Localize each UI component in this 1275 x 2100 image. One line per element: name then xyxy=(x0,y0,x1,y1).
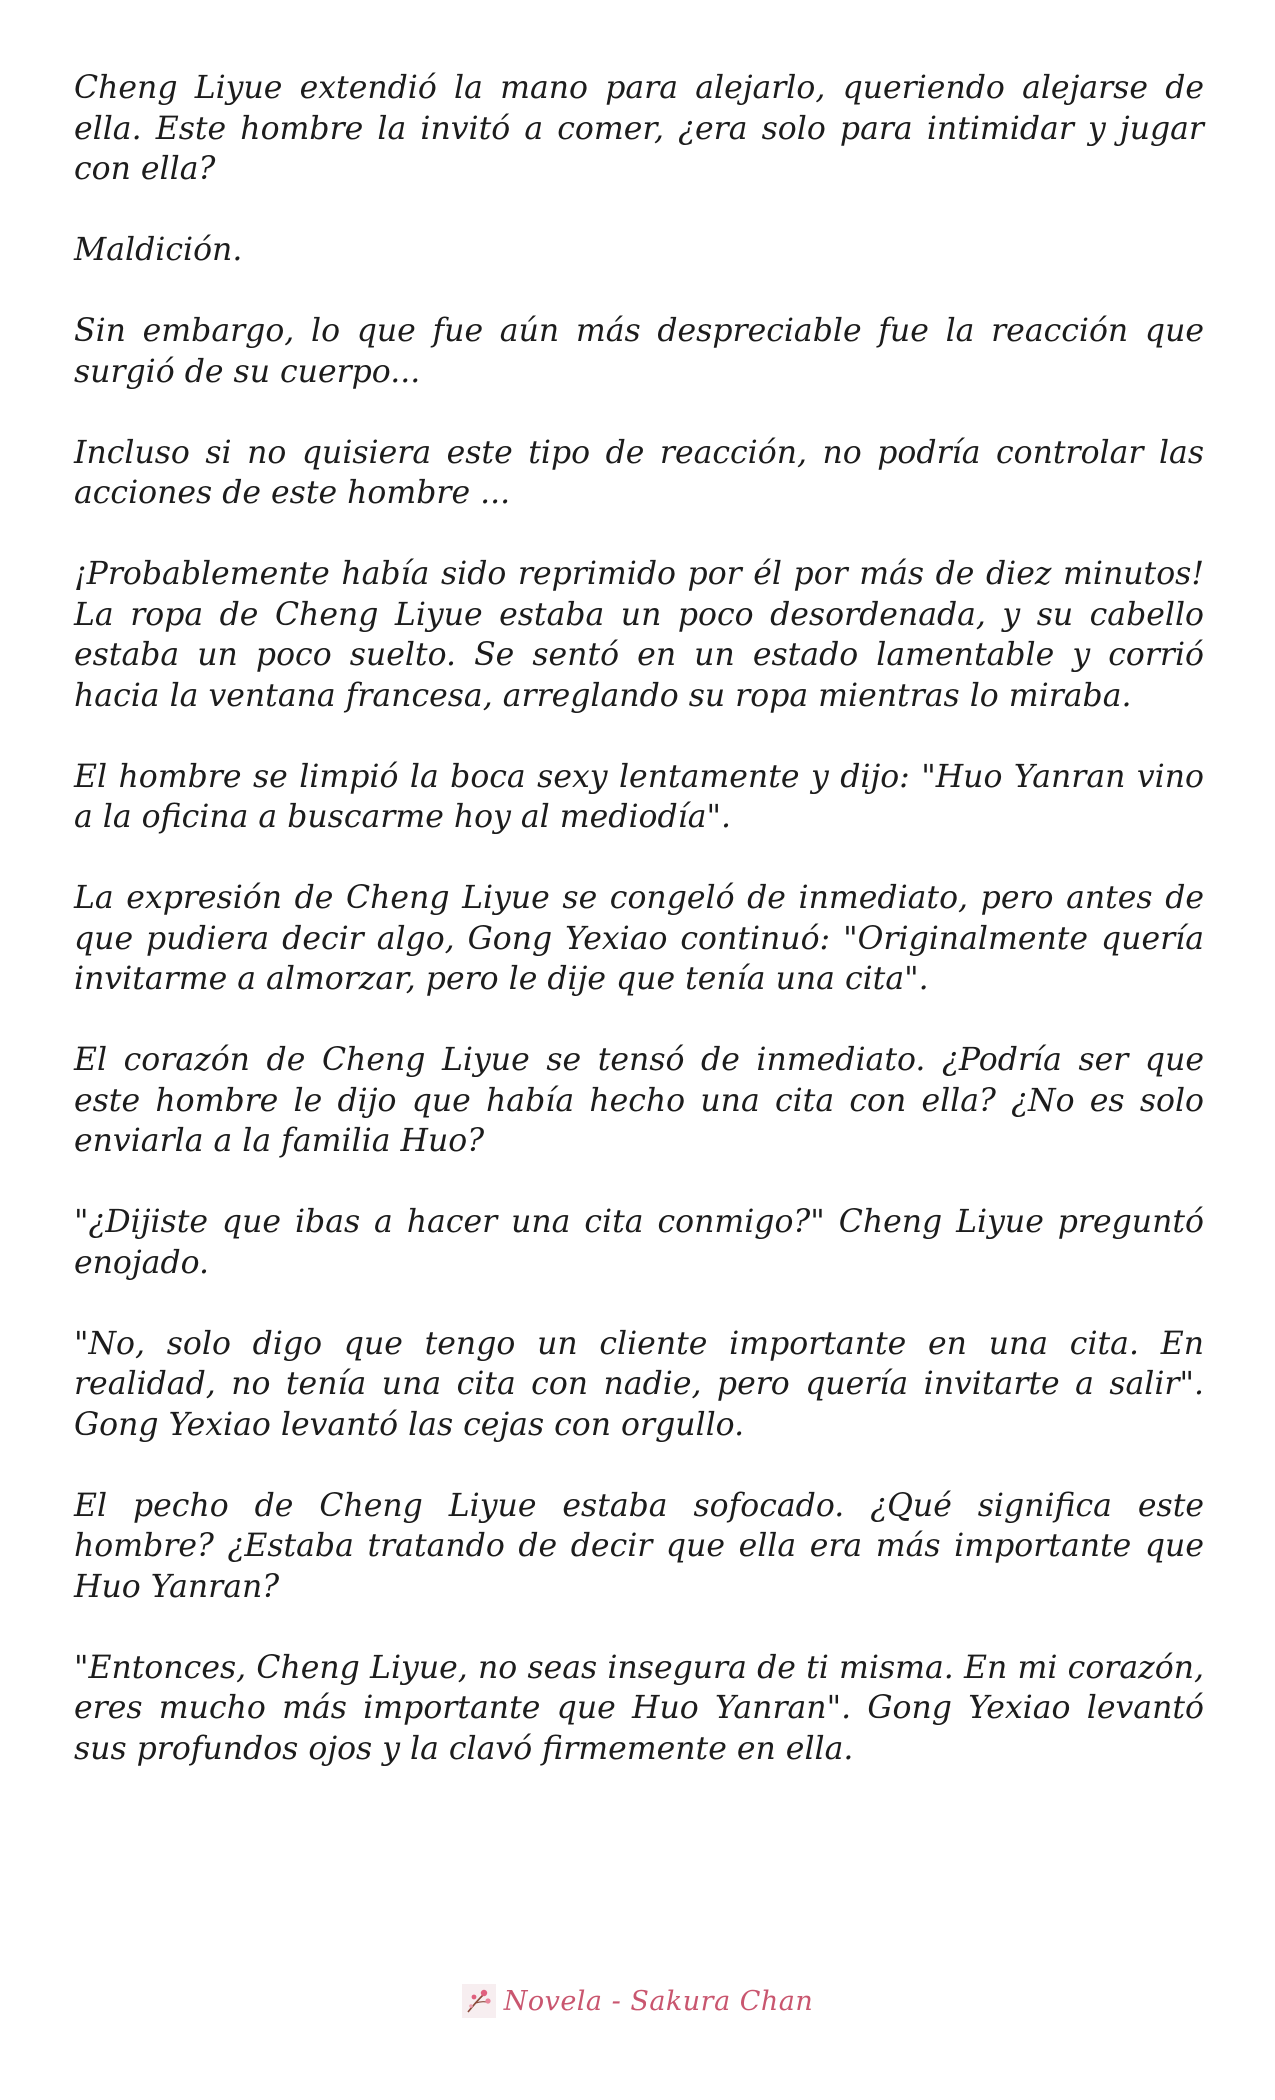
sakura-flower-icon xyxy=(462,1984,496,2018)
paragraph: Sin embargo, lo que fue aún más despreciable fue la reacción que surgió de su cuerpo... xyxy=(74,313,1204,390)
paragraph: Cheng Liyue extendió la mano para alejarlo, queriendo alejarse de ella. Este hombre la invitó a comer, ¿era solo para intimidar y jugar con ella? xyxy=(74,70,1204,187)
paragraph: "Entonces, Cheng Liyue, no seas insegura de ti misma. En mi corazón, eres mucho más importante que Huo Yanran". Gong Yexiao levantó sus profundos ojos y la clavó firmemente en ella. xyxy=(74,1649,1204,1767)
paragraph: "No, solo digo que tengo un cliente importante en una cita. En realidad, no tenía una cita con nadie, pero quería invitarte a salir". Gong Yexiao levantó las cejas con orgullo. xyxy=(74,1325,1204,1443)
footer-text: Novela - Sakura Chan xyxy=(503,1985,814,2017)
paragraph: ¡Probablemente había sido reprimido por él por más de diez minutos! La ropa de Cheng Liyue estaba un poco desordenada, y su cabello estaba un poco suelto. Se sentó en un estado lamentable y corrió hacia la ventana francesa, arreglando su ropa mientras lo miraba. xyxy=(74,556,1204,714)
paragraph: Maldición. xyxy=(74,232,243,268)
paragraph: Incluso si no quisiera este tipo de reacción, no podría controlar las acciones de este hombre ... xyxy=(74,434,1204,511)
paragraph: La expresión de Cheng Liyue se congeló de inmediato, pero antes de que pudiera decir algo, Gong Yexiao continuó: "Originalmente quería invitarme a almorzar, pero le dije que tenía una cita". xyxy=(74,880,1204,997)
paragraph: El hombre se limpió la boca sexy lentamente y dijo: "Huo Yanran vino a la oficina a buscarme hoy al mediodía". xyxy=(74,758,1204,835)
paragraph: "¿Dijiste que ibas a hacer una cita conmigo?" Cheng Liyue preguntó enojado. xyxy=(74,1204,1204,1281)
paragraph: El pecho de Cheng Liyue estaba sofocado. ¿Qué significa este hombre? ¿Estaba tratando de decir que ella era más importante que Huo Yanran? xyxy=(74,1487,1204,1605)
document-body xyxy=(74,68,1204,1810)
footer-watermark xyxy=(0,1984,1275,2018)
paragraph: El corazón de Cheng Liyue se tensó de inmediato. ¿Podría ser que este hombre le dijo que había hecho una cita con ella? ¿No es solo enviarla a la familia Huo? xyxy=(74,1042,1204,1159)
